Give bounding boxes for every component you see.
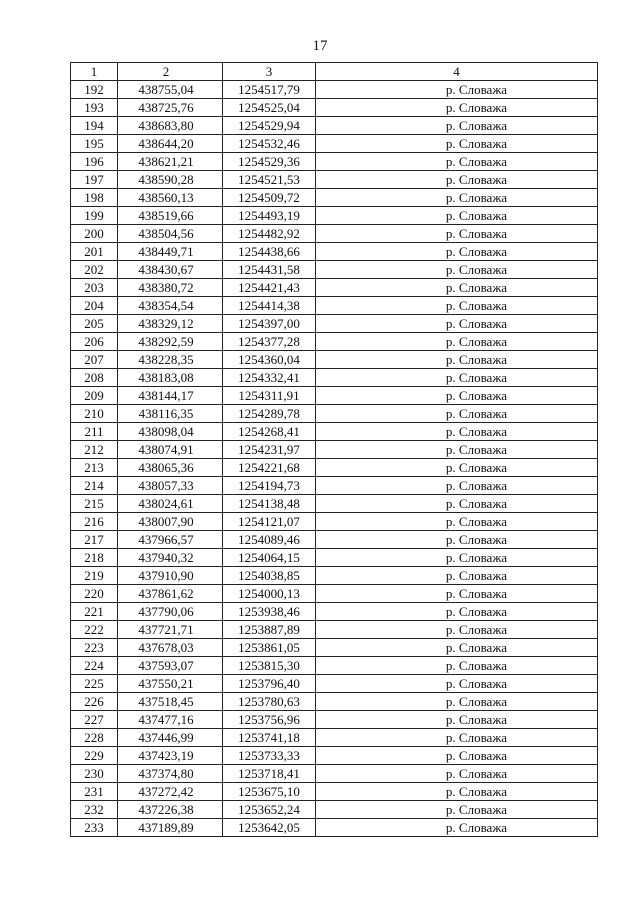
table-header [71, 63, 598, 81]
table-row [71, 531, 598, 549]
point-number-cell: 220 [71, 585, 118, 603]
description-cell: р. Словажа [316, 567, 598, 585]
description-cell: р. Словажа [316, 81, 598, 99]
y-coordinate-cell: 1254231,97 [223, 441, 316, 459]
point-number-cell: 232 [71, 801, 118, 819]
y-coordinate-cell: 1253733,33 [223, 747, 316, 765]
table-row [71, 153, 598, 171]
x-coordinate-cell: 437550,21 [118, 675, 223, 693]
table-row [71, 387, 598, 405]
y-coordinate-cell: 1254194,73 [223, 477, 316, 495]
description-cell: р. Словажа [316, 765, 598, 783]
point-number-cell: 219 [71, 567, 118, 585]
point-number-cell: 196 [71, 153, 118, 171]
table-row [71, 801, 598, 819]
column-header-3: 3 [223, 63, 316, 81]
table-row [71, 405, 598, 423]
table-row [71, 99, 598, 117]
x-coordinate-cell: 438065,36 [118, 459, 223, 477]
point-number-cell: 198 [71, 189, 118, 207]
x-coordinate-cell: 438504,56 [118, 225, 223, 243]
description-cell: р. Словажа [316, 225, 598, 243]
point-number-cell: 223 [71, 639, 118, 657]
x-coordinate-cell: 437423,19 [118, 747, 223, 765]
table-row [71, 567, 598, 585]
y-coordinate-cell: 1254089,46 [223, 531, 316, 549]
point-number-cell: 230 [71, 765, 118, 783]
table-row [71, 279, 598, 297]
description-cell: р. Словажа [316, 495, 598, 513]
x-coordinate-cell: 437374,80 [118, 765, 223, 783]
description-cell: р. Словажа [316, 99, 598, 117]
y-coordinate-cell: 1254221,68 [223, 459, 316, 477]
point-number-cell: 214 [71, 477, 118, 495]
y-coordinate-cell: 1253861,05 [223, 639, 316, 657]
x-coordinate-cell: 438755,04 [118, 81, 223, 99]
table-row [71, 495, 598, 513]
table-row [71, 711, 598, 729]
description-cell: р. Словажа [316, 549, 598, 567]
description-cell: р. Словажа [316, 711, 598, 729]
point-number-cell: 206 [71, 333, 118, 351]
description-cell: р. Словажа [316, 405, 598, 423]
x-coordinate-cell: 438228,35 [118, 351, 223, 369]
x-coordinate-cell: 437910,90 [118, 567, 223, 585]
table-row [71, 315, 598, 333]
table-row [71, 585, 598, 603]
x-coordinate-cell: 437189,89 [118, 819, 223, 837]
point-number-cell: 233 [71, 819, 118, 837]
y-coordinate-cell: 1253796,40 [223, 675, 316, 693]
y-coordinate-cell: 1254000,13 [223, 585, 316, 603]
point-number-cell: 218 [71, 549, 118, 567]
table-row [71, 369, 598, 387]
y-coordinate-cell: 1253741,18 [223, 729, 316, 747]
description-cell: р. Словажа [316, 729, 598, 747]
x-coordinate-cell: 437518,45 [118, 693, 223, 711]
description-cell: р. Словажа [316, 585, 598, 603]
y-coordinate-cell: 1253652,24 [223, 801, 316, 819]
y-coordinate-cell: 1254121,07 [223, 513, 316, 531]
x-coordinate-cell: 438116,35 [118, 405, 223, 423]
description-cell: р. Словажа [316, 387, 598, 405]
column-header-1: 1 [71, 63, 118, 81]
x-coordinate-cell: 438292,59 [118, 333, 223, 351]
table-row [71, 747, 598, 765]
table-row [71, 207, 598, 225]
y-coordinate-cell: 1254138,48 [223, 495, 316, 513]
point-number-cell: 200 [71, 225, 118, 243]
table-row [71, 693, 598, 711]
table-row [71, 135, 598, 153]
table-row [71, 441, 598, 459]
y-coordinate-cell: 1254289,78 [223, 405, 316, 423]
table-row [71, 189, 598, 207]
x-coordinate-cell: 437272,42 [118, 783, 223, 801]
y-coordinate-cell: 1253887,89 [223, 621, 316, 639]
x-coordinate-cell: 438560,13 [118, 189, 223, 207]
x-coordinate-cell: 437940,32 [118, 549, 223, 567]
description-cell: р. Словажа [316, 801, 598, 819]
point-number-cell: 204 [71, 297, 118, 315]
point-number-cell: 221 [71, 603, 118, 621]
page-number: 17 [312, 38, 328, 54]
y-coordinate-cell: 1254397,00 [223, 315, 316, 333]
point-number-cell: 192 [71, 81, 118, 99]
description-cell: р. Словажа [316, 297, 598, 315]
y-coordinate-cell: 1254360,04 [223, 351, 316, 369]
table-row [71, 621, 598, 639]
description-cell: р. Словажа [316, 117, 598, 135]
table-row [71, 783, 598, 801]
point-number-cell: 217 [71, 531, 118, 549]
point-number-cell: 195 [71, 135, 118, 153]
table-row [71, 603, 598, 621]
x-coordinate-cell: 438098,04 [118, 423, 223, 441]
description-cell: р. Словажа [316, 819, 598, 837]
table-row [71, 459, 598, 477]
x-coordinate-cell: 438144,17 [118, 387, 223, 405]
description-cell: р. Словажа [316, 459, 598, 477]
y-coordinate-cell: 1254517,79 [223, 81, 316, 99]
y-coordinate-cell: 1253718,41 [223, 765, 316, 783]
description-cell: р. Словажа [316, 603, 598, 621]
y-coordinate-cell: 1253815,30 [223, 657, 316, 675]
table-row [71, 225, 598, 243]
point-number-cell: 193 [71, 99, 118, 117]
table-row [71, 243, 598, 261]
x-coordinate-cell: 438057,33 [118, 477, 223, 495]
description-cell: р. Словажа [316, 279, 598, 297]
table-row [71, 171, 598, 189]
y-coordinate-cell: 1254332,41 [223, 369, 316, 387]
column-header-4: 4 [316, 63, 598, 81]
table-row [71, 549, 598, 567]
description-cell: р. Словажа [316, 747, 598, 765]
description-cell: р. Словажа [316, 675, 598, 693]
description-cell: р. Словажа [316, 261, 598, 279]
point-number-cell: 225 [71, 675, 118, 693]
y-coordinate-cell: 1253675,10 [223, 783, 316, 801]
y-coordinate-cell: 1253642,05 [223, 819, 316, 837]
description-cell: р. Словажа [316, 477, 598, 495]
point-number-cell: 199 [71, 207, 118, 225]
point-number-cell: 202 [71, 261, 118, 279]
x-coordinate-cell: 438590,28 [118, 171, 223, 189]
coordinates-table [70, 62, 598, 837]
point-number-cell: 224 [71, 657, 118, 675]
point-number-cell: 226 [71, 693, 118, 711]
table-row [71, 819, 598, 837]
table-row [71, 639, 598, 657]
description-cell: р. Словажа [316, 153, 598, 171]
description-cell: р. Словажа [316, 135, 598, 153]
description-cell: р. Словажа [316, 171, 598, 189]
table-row [71, 423, 598, 441]
description-cell: р. Словажа [316, 783, 598, 801]
table-row [71, 675, 598, 693]
point-number-cell: 210 [71, 405, 118, 423]
table-body [71, 81, 598, 837]
point-number-cell: 208 [71, 369, 118, 387]
y-coordinate-cell: 1254038,85 [223, 567, 316, 585]
x-coordinate-cell: 438329,12 [118, 315, 223, 333]
x-coordinate-cell: 437678,03 [118, 639, 223, 657]
x-coordinate-cell: 438074,91 [118, 441, 223, 459]
x-coordinate-cell: 437790,06 [118, 603, 223, 621]
x-coordinate-cell: 438644,20 [118, 135, 223, 153]
y-coordinate-cell: 1253780,63 [223, 693, 316, 711]
table-row [71, 297, 598, 315]
point-number-cell: 216 [71, 513, 118, 531]
description-cell: р. Словажа [316, 657, 598, 675]
x-coordinate-cell: 438354,54 [118, 297, 223, 315]
description-cell: р. Словажа [316, 639, 598, 657]
y-coordinate-cell: 1254064,15 [223, 549, 316, 567]
description-cell: р. Словажа [316, 243, 598, 261]
y-coordinate-cell: 1254509,72 [223, 189, 316, 207]
table-row [71, 333, 598, 351]
description-cell: р. Словажа [316, 333, 598, 351]
x-coordinate-cell: 438183,08 [118, 369, 223, 387]
table-row [71, 477, 598, 495]
x-coordinate-cell: 438024,61 [118, 495, 223, 513]
point-number-cell: 227 [71, 711, 118, 729]
y-coordinate-cell: 1254482,92 [223, 225, 316, 243]
y-coordinate-cell: 1254532,46 [223, 135, 316, 153]
point-number-cell: 197 [71, 171, 118, 189]
x-coordinate-cell: 438449,71 [118, 243, 223, 261]
x-coordinate-cell: 438621,21 [118, 153, 223, 171]
description-cell: р. Словажа [316, 441, 598, 459]
point-number-cell: 231 [71, 783, 118, 801]
x-coordinate-cell: 437226,38 [118, 801, 223, 819]
table-row [71, 765, 598, 783]
y-coordinate-cell: 1254529,36 [223, 153, 316, 171]
table-row [71, 513, 598, 531]
description-cell: р. Словажа [316, 369, 598, 387]
point-number-cell: 203 [71, 279, 118, 297]
x-coordinate-cell: 437593,07 [118, 657, 223, 675]
y-coordinate-cell: 1254311,91 [223, 387, 316, 405]
table-row [71, 729, 598, 747]
point-number-cell: 211 [71, 423, 118, 441]
description-cell: р. Словажа [316, 423, 598, 441]
y-coordinate-cell: 1254521,53 [223, 171, 316, 189]
description-cell: р. Словажа [316, 513, 598, 531]
description-cell: р. Словажа [316, 621, 598, 639]
x-coordinate-cell: 437721,71 [118, 621, 223, 639]
table-row [71, 657, 598, 675]
table-row [71, 117, 598, 135]
y-coordinate-cell: 1254438,66 [223, 243, 316, 261]
column-header-2: 2 [118, 63, 223, 81]
point-number-cell: 228 [71, 729, 118, 747]
point-number-cell: 194 [71, 117, 118, 135]
x-coordinate-cell: 438007,90 [118, 513, 223, 531]
y-coordinate-cell: 1254377,28 [223, 333, 316, 351]
y-coordinate-cell: 1253938,46 [223, 603, 316, 621]
x-coordinate-cell: 437477,16 [118, 711, 223, 729]
description-cell: р. Словажа [316, 693, 598, 711]
description-cell: р. Словажа [316, 207, 598, 225]
x-coordinate-cell: 438380,72 [118, 279, 223, 297]
point-number-cell: 215 [71, 495, 118, 513]
description-cell: р. Словажа [316, 315, 598, 333]
x-coordinate-cell: 437966,57 [118, 531, 223, 549]
point-number-cell: 201 [71, 243, 118, 261]
header-row [71, 63, 598, 81]
y-coordinate-cell: 1254421,43 [223, 279, 316, 297]
y-coordinate-cell: 1254525,04 [223, 99, 316, 117]
point-number-cell: 229 [71, 747, 118, 765]
x-coordinate-cell: 437861,62 [118, 585, 223, 603]
table-row [71, 81, 598, 99]
y-coordinate-cell: 1254493,19 [223, 207, 316, 225]
x-coordinate-cell: 438683,80 [118, 117, 223, 135]
y-coordinate-cell: 1254414,38 [223, 297, 316, 315]
description-cell: р. Словажа [316, 351, 598, 369]
y-coordinate-cell: 1254268,41 [223, 423, 316, 441]
point-number-cell: 213 [71, 459, 118, 477]
description-cell: р. Словажа [316, 189, 598, 207]
x-coordinate-cell: 437446,99 [118, 729, 223, 747]
point-number-cell: 212 [71, 441, 118, 459]
y-coordinate-cell: 1254431,58 [223, 261, 316, 279]
y-coordinate-cell: 1254529,94 [223, 117, 316, 135]
point-number-cell: 205 [71, 315, 118, 333]
x-coordinate-cell: 438725,76 [118, 99, 223, 117]
x-coordinate-cell: 438430,67 [118, 261, 223, 279]
table-row [71, 261, 598, 279]
point-number-cell: 222 [71, 621, 118, 639]
description-cell: р. Словажа [316, 531, 598, 549]
table-row [71, 351, 598, 369]
point-number-cell: 207 [71, 351, 118, 369]
point-number-cell: 209 [71, 387, 118, 405]
x-coordinate-cell: 438519,66 [118, 207, 223, 225]
y-coordinate-cell: 1253756,96 [223, 711, 316, 729]
